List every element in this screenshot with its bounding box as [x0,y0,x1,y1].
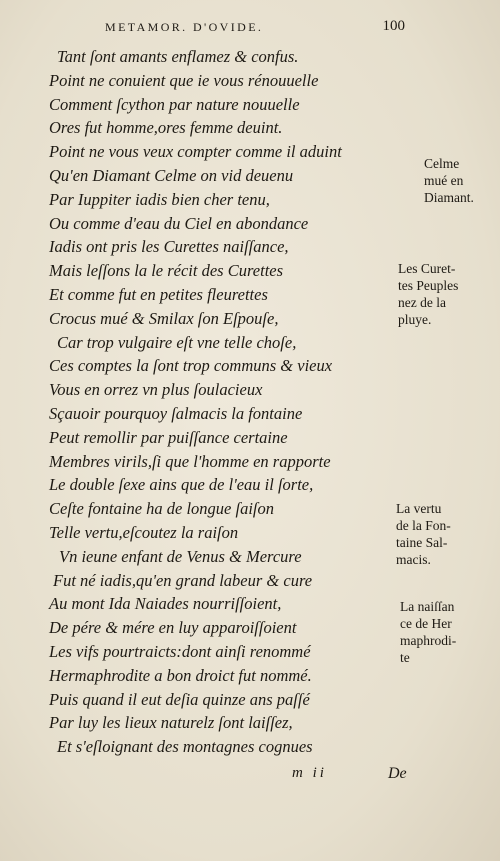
note-line: tes Peuples [398,278,459,293]
verse-line: Hermaphrodite a bon droict fut nommé. [49,665,312,685]
marginal-note-salmacis [396,500,451,568]
verse-line: Qu'en Diamant Celme on vid deuenu [49,166,294,185]
verse-line: Ces comptes la ſont trop communs & vieux [49,356,333,376]
verse-line: Membres virils,ſi que l'homme en rapporte [49,451,331,471]
note-line: pluye. [398,312,432,327]
note-line: La vertu [396,501,442,516]
verse-line: Mais leſſons la le récit des Curettes [49,261,284,281]
marginal-note-hermaphrodite [400,598,456,666]
verse-line: Tant ſont amants enflamez & confus. [57,47,299,66]
running-title: METAMOR. D'OVIDE. [105,20,264,34]
marginal-note-celme [424,155,474,206]
verse-line: Point ne conuient que ie vous rénouuelle [49,70,319,90]
note-line: macis. [396,552,431,567]
signature-mark: m ii [292,765,327,781]
verse-line: Peut remollir par puiſſance certaine [49,427,288,447]
verse-line: Et comme fut en petites fleurettes [49,285,268,304]
page-header [105,18,405,40]
note-line: Celme [424,156,460,171]
verse-line: Ores fut homme,ores femme deuint. [49,118,283,138]
verse-line: Par luy les lieux naturelz ſont laiſſez, [49,713,293,733]
note-line: te [400,650,410,665]
note-line: de la Fon- [396,518,451,533]
page-number: 100 [382,18,405,34]
verse-line: Et s'eſloignant des montagnes cognues [57,737,313,757]
marginal-note-curettes [398,260,458,328]
note-line: Diamant. [424,190,474,205]
verse-line: Ou comme d'eau du Ciel en abondance [49,213,309,233]
verse-line: Les vifs pourtraicts:dont ainſi renommé [49,642,311,661]
verse-line: Iadis ont pris les Curettes naiſſance, [49,237,289,257]
note-line: ce de Her [400,616,452,631]
verse-line: Vn ieune enfant de Venus & Mercure [59,546,302,566]
verse-line: Sçauoir pourquoy ſalmacis la fontaine [49,404,303,423]
note-line: nez de la [398,295,446,310]
verse-line: Puis quand il eut deſia quinze ans paſſé [49,689,310,709]
verse-line: Le double ſexe ains que de l'eau il ſorte, [49,475,314,495]
verse-line: Au mont Ida Naiades nourriſſoient, [49,594,282,614]
verse-line: Fut né iadis,qu'en grand labeur & cure [53,570,313,590]
verse-line: Par Iuppiter iadis bien cher tenu, [49,189,270,209]
note-line: Les Curet- [398,261,456,276]
catchword: De [388,765,407,782]
note-line: mué en [424,173,464,188]
verse-line: Comment ſcython par nature nouuelle [49,94,300,114]
verse-line: Ceſte fontaine ha de longue ſaiſon [49,499,275,519]
page-footer [0,763,500,787]
note-line: maphrodi- [400,633,457,648]
verse-line: Vous en orrez vn plus ſoulacieux [49,380,263,400]
verse-line: De pére & mére en luy apparoiſſoient [49,618,297,638]
note-line: La naiſſan [400,599,455,614]
note-line: taine Sal- [396,535,448,550]
verse-line: Telle vertu,eſcoutez la raiſon [49,523,239,542]
verse-line: Point ne vous veux compter comme il aduint [49,142,342,162]
verse-line: Car trop vulgaire eſt vne telle choſe, [57,332,297,352]
verse-line: Crocus mué & Smilax ſon Eſpouſe, [49,308,279,328]
